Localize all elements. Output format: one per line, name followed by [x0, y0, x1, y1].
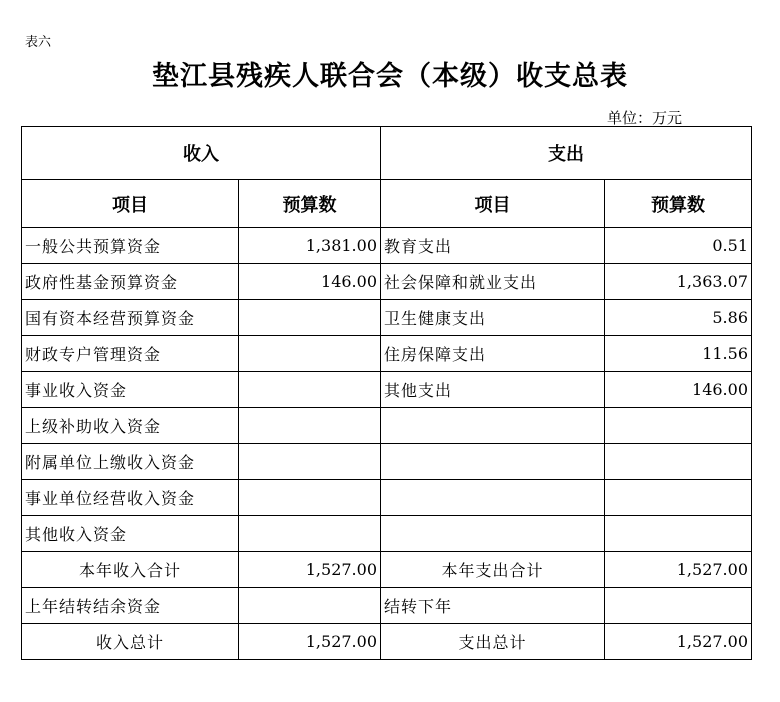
table-row	[22, 264, 752, 300]
income-value-cell: 146.00	[239, 264, 381, 300]
expense-value-cell: 0.51	[605, 228, 752, 264]
income-budget-column-header: 预算数	[239, 180, 381, 228]
expense-item-cell: 卫生健康支出	[381, 300, 605, 336]
expense-value-cell: 11.56	[605, 336, 752, 372]
income-item-cell: 其他收入资金	[22, 516, 239, 552]
expense-value-cell	[605, 444, 752, 480]
table-row	[22, 588, 752, 624]
expense-value-cell	[605, 480, 752, 516]
expense-value-cell	[605, 516, 752, 552]
income-value-cell	[239, 516, 381, 552]
income-value-cell: 1,381.00	[239, 228, 381, 264]
table-row	[22, 372, 752, 408]
expense-item-cell: 社会保障和就业支出	[381, 264, 605, 300]
income-item-cell: 上级补助收入资金	[22, 408, 239, 444]
income-item-cell: 附属单位上缴收入资金	[22, 444, 239, 480]
expense-value-cell: 146.00	[605, 372, 752, 408]
expense-item-column-header: 项目	[381, 180, 605, 228]
income-item-cell: 事业收入资金	[22, 372, 239, 408]
income-item-column-header: 项目	[22, 180, 239, 228]
income-item-cell: 上年结转结余资金	[22, 588, 239, 624]
income-section-header: 收入	[22, 127, 381, 180]
unit-label: 单位：万元	[607, 109, 683, 127]
income-value-cell	[239, 408, 381, 444]
income-item-cell: 财政专户管理资金	[22, 336, 239, 372]
total-row	[22, 624, 752, 660]
income-item-cell: 一般公共预算资金	[22, 228, 239, 264]
table-row	[22, 444, 752, 480]
expense-item-cell	[381, 516, 605, 552]
expense-section-header: 支出	[381, 127, 752, 180]
income-item-cell: 本年收入合计	[22, 552, 239, 588]
document-title: 垫江县残疾人联合会（本级）收支总表	[152, 61, 628, 92]
table-number-label: 表六	[25, 35, 52, 50]
expense-item-cell: 支出总计	[381, 624, 605, 660]
expense-item-cell: 本年支出合计	[381, 552, 605, 588]
income-value-cell	[239, 480, 381, 516]
expense-item-cell	[381, 444, 605, 480]
expense-value-cell	[605, 588, 752, 624]
table-row	[22, 516, 752, 552]
expense-item-cell: 结转下年	[381, 588, 605, 624]
table-row	[22, 300, 752, 336]
section-header-row	[22, 127, 752, 180]
expense-value-cell: 1,363.07	[605, 264, 752, 300]
table-row	[22, 480, 752, 516]
income-item-cell: 事业单位经营收入资金	[22, 480, 239, 516]
income-expense-table	[21, 126, 752, 660]
income-item-cell: 收入总计	[22, 624, 239, 660]
income-value-cell	[239, 300, 381, 336]
expense-value-cell: 1,527.00	[605, 624, 752, 660]
expense-value-cell: 1,527.00	[605, 552, 752, 588]
column-header-row	[22, 180, 752, 228]
table-row	[22, 336, 752, 372]
expense-budget-column-header: 预算数	[605, 180, 752, 228]
table-row	[22, 408, 752, 444]
expense-item-cell: 教育支出	[381, 228, 605, 264]
income-value-cell	[239, 588, 381, 624]
income-value-cell: 1,527.00	[239, 624, 381, 660]
expense-item-cell: 其他支出	[381, 372, 605, 408]
income-item-cell: 政府性基金预算资金	[22, 264, 239, 300]
expense-value-cell: 5.86	[605, 300, 752, 336]
income-item-cell: 国有资本经营预算资金	[22, 300, 239, 336]
income-value-cell	[239, 372, 381, 408]
total-row	[22, 552, 752, 588]
income-value-cell: 1,527.00	[239, 552, 381, 588]
expense-item-cell	[381, 408, 605, 444]
expense-item-cell: 住房保障支出	[381, 336, 605, 372]
table-row	[22, 228, 752, 264]
expense-item-cell	[381, 480, 605, 516]
income-value-cell	[239, 444, 381, 480]
expense-value-cell	[605, 408, 752, 444]
income-value-cell	[239, 336, 381, 372]
